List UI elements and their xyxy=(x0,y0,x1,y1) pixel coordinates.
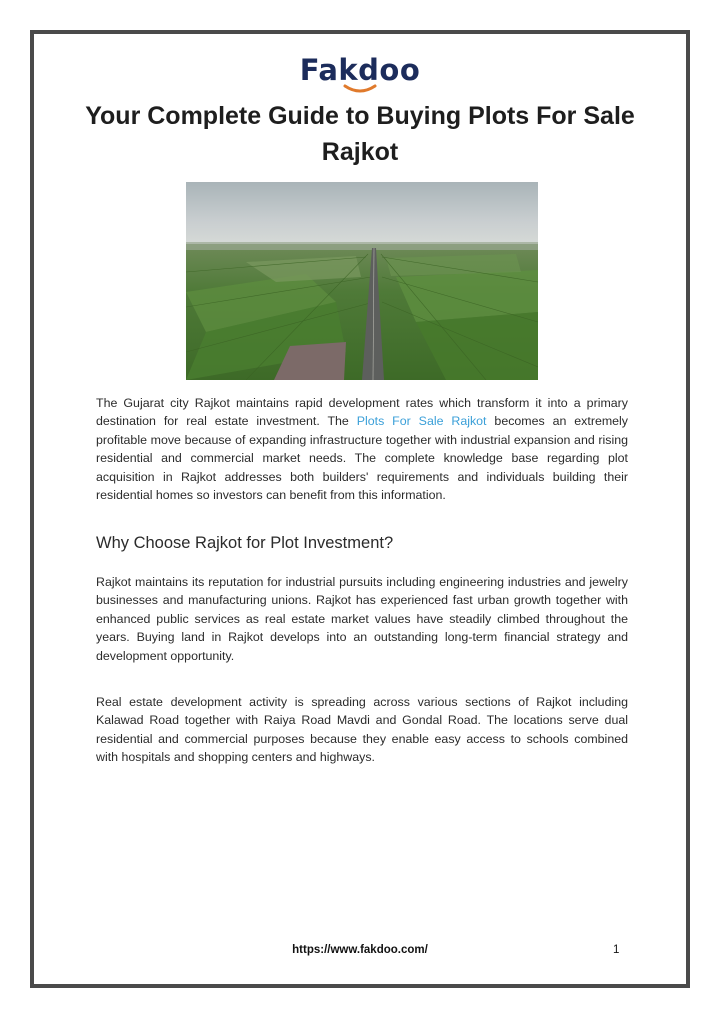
section-paragraph-2: Real estate development activity is spreading across various sections of Rajkot including Kalawad Road together with Raiya Road Mavdi and Gondal Road. The locations serve dual residential and commercial purposes because they enable easy access to schools combined with hospitals and shopping centers and highways. xyxy=(96,695,628,765)
footer-url-link[interactable]: https://www.fakdoo.com/ xyxy=(292,944,428,956)
page-number: 1 xyxy=(613,944,620,956)
page-frame xyxy=(30,30,690,988)
plots-for-sale-rajkot-link[interactable]: Plots For Sale Rajkot xyxy=(356,414,487,429)
document-title: Your Complete Guide to Buying Plots For Sale Rajkot xyxy=(85,102,635,166)
intro-text-before-link: The Gujarat city Rajkot maintains rapid development rates which transform it into a primary destination for real estate investment. The xyxy=(96,396,628,429)
fakdoo-logo[interactable] xyxy=(34,54,686,94)
logo-wordmark: Fakdoo xyxy=(299,53,421,87)
intro-paragraph xyxy=(96,394,628,504)
intro-text-after-link: becomes an extremely profitable move because of expanding infrastructure together with industrial expansion and rising residential and commercial market needs. The complete knowledge base regarding plot acquisition in Rajkot addresses both builders' requirements and individuals building their residential homes so investors can benefit from this information. xyxy=(96,414,628,503)
hero-image xyxy=(186,182,538,380)
section-heading: Why Choose Rajkot for Plot Investment? xyxy=(96,534,394,552)
section-paragraph-1: Rajkot maintains its reputation for industrial pursuits including engineering industries and jewelry businesses and manufacturing unions. Rajkot has experienced fast urban growth together with enhanced public services as real estate market values have steadily climbed throughout the years. Buying land in Rajkot develops into an outstanding long-term financial strategy and development opportunity. xyxy=(96,575,628,663)
